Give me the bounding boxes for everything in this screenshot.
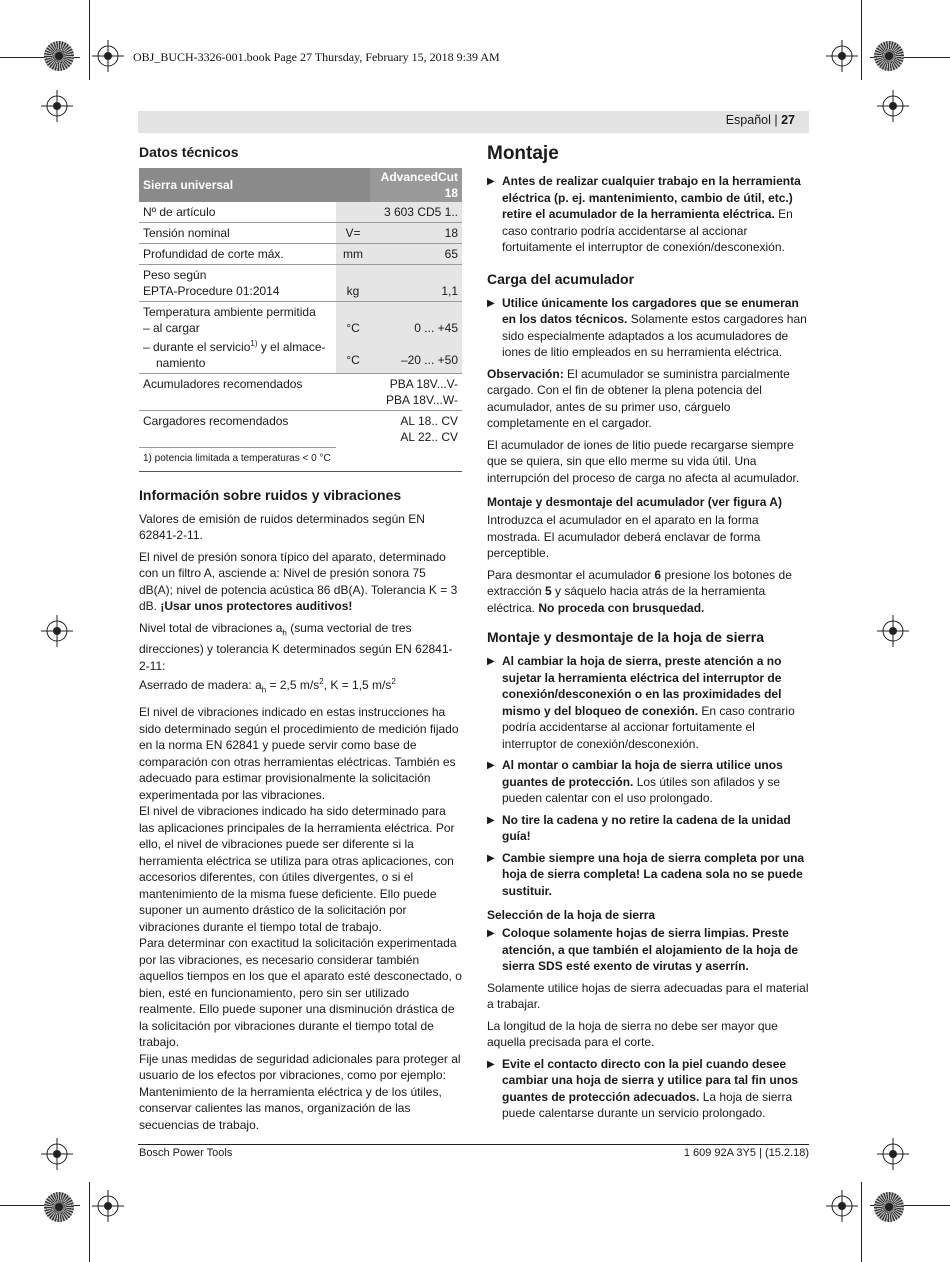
- registration-mark-icon: [92, 1190, 124, 1222]
- registration-mark-icon: [877, 615, 909, 647]
- paragraph: Solamente utilice hojas de sierra adecuadas para el material a trabajar.: [487, 980, 809, 1011]
- observation-label: Observación:: [487, 366, 564, 381]
- row-value: [370, 302, 462, 374]
- row-label: [139, 302, 336, 374]
- page-number: Español | 27: [725, 113, 795, 127]
- temp-storage: namiento: [156, 356, 206, 370]
- bullet-item: [487, 850, 809, 900]
- vib-text-2: (suma vectorial de tres direcciones) y tolerancia K determinados según EN 62841-2-11:: [139, 620, 453, 673]
- battery-1: PBA 18V...V-: [389, 377, 458, 391]
- color-rosette-icon: [44, 41, 74, 71]
- observation-text: El acumulador se suministra parcialmente cargado. Con el fin de obtener la plena potencia del acumulador, antes de su primer uso, cárguelo completamente en el cargador.: [487, 366, 790, 430]
- text: y sáquelo hacia atrás de la herramienta eléctrica.: [487, 584, 766, 615]
- bullet-item: [487, 757, 809, 807]
- bullet-arrow-icon: ▶: [487, 814, 495, 826]
- bullet-item: [487, 173, 809, 256]
- registration-mark-icon: [41, 1138, 73, 1170]
- bullet-bold: Al montar o cambiar la hoja de sierra utilice unos guantes de protección.: [502, 758, 783, 789]
- bullet-bold: Utilice únicamente los cargadores que se enumeran en los datos técnicos.: [502, 295, 799, 326]
- bullet-item: [487, 812, 809, 845]
- left-column: [139, 143, 462, 1133]
- charger-2: AL 22.. CV: [400, 430, 458, 444]
- paragraph: Fije unas medidas de seguridad adicionales para proteger al usuario de los efectos por vibraciones, como por ejemplo: Mantenimiento de la herramienta eléctrica y de los útiles, conservar calientes las manos, organización de las secuencias de trabajo.: [139, 1051, 461, 1132]
- registration-mark-icon: [41, 90, 73, 122]
- noise-text: El nivel de presión sonora típico del aparato, determinado con un filtro A, asciende a: Nivel de presión sonora 75 dB(A); nivel de potencia acústica 86 dB(A). Tolerancia K = 3 dB.: [139, 549, 458, 613]
- temp-operation-text: – durante el servicio: [143, 340, 251, 354]
- color-rosette-icon: [44, 1192, 74, 1222]
- row-value: 1,1: [370, 265, 462, 302]
- registration-mark-icon: [877, 90, 909, 122]
- bullet-arrow-icon: ▶: [487, 760, 495, 771]
- bullet-arrow-icon: ▶: [487, 656, 495, 667]
- row-unit: mm: [336, 244, 370, 265]
- paragraph: El nivel de vibraciones indicado ha sido determinado para las aplicaciones principales de la herramienta eléctrica. Por ello, el nivel de vibraciones puede ser diferente si la herramienta eléctrica se utiliza para otras aplicaciones, con accesorios diferentes, con útiles divergentes, o si el mantenimiento de la misma fuese deficiente. Ello puede suponer un aumento drástico de la solicitación por vibraciones durante el tiempo total de trabajo.: [139, 804, 455, 934]
- charger-1: AL 18.. CV: [400, 414, 458, 428]
- text: presione los botones de extracción: [487, 567, 792, 598]
- temp-value-2: –20 ... +50: [400, 353, 458, 367]
- observation-paragraph: [487, 366, 809, 432]
- footer-brand: Bosch Power Tools: [139, 1147, 233, 1159]
- table-header-product: Sierra universal: [139, 168, 370, 202]
- table-row-batteries: [139, 374, 462, 411]
- right-column: [487, 143, 809, 1127]
- row-value: 3 603 CD5 1..: [370, 202, 462, 223]
- temp-operation-text-2: y el almace-: [257, 340, 326, 354]
- vib-text-5: , K = 1,5 m/s: [323, 678, 392, 693]
- bullet-item: [487, 653, 809, 752]
- row-value: [336, 374, 462, 411]
- crop-mark: [861, 1182, 862, 1262]
- vib-text-1: Nivel total de vibraciones a: [139, 620, 283, 635]
- row-unit: kg: [336, 265, 370, 302]
- superscript: 2: [391, 677, 396, 687]
- bold-warning: No proceda con brusquedad.: [538, 600, 705, 615]
- remove-battery-paragraph: [487, 567, 809, 617]
- row-unit: V=: [336, 223, 370, 244]
- bullet-text: Los útiles son afilados y se pueden calentar con el uso prolongado.: [502, 774, 781, 805]
- battery-mount-title: Montaje y desmontaje del acumulador (ver figura A): [487, 495, 782, 509]
- row-unit: [336, 202, 370, 223]
- charging-title: Carga del acumulador: [487, 270, 635, 287]
- temp-label: Temperatura ambiente permitida: [143, 305, 316, 319]
- paragraph: Para determinar con exactitud la solicitación experimentada por las vibraciones, es necesario considerar también aquellos tiempos en los que el aparato esté desconectado, o bien, esté en funcionamiento, pero sin ser utilizado realmente. Ello puede suponer una disminución drástica de la solicitación por vibraciones durante el tiempo total de trabajo.: [139, 936, 462, 1050]
- ref-number: 5: [545, 584, 552, 598]
- bullet-text: Solamente estos cargadores han sido especialmente adaptados a los acumuladores de iones de litio empleados en su herramienta eléctrica.: [502, 312, 807, 359]
- vib-text-4: = 2,5 m/s: [266, 678, 320, 693]
- bullet-item: [487, 1056, 809, 1122]
- noise-title: Información sobre ruidos y vibraciones: [139, 486, 402, 503]
- temp-value-1: 0 ... +45: [414, 321, 458, 335]
- temp-charging: – al cargar: [143, 321, 200, 335]
- table-row: [139, 265, 462, 302]
- table-header-model: AdvancedCut 18: [370, 168, 462, 202]
- table-row: [139, 244, 462, 265]
- row-value: 65: [370, 244, 462, 265]
- row-label: Acumuladores recomendados: [139, 374, 336, 411]
- row-label: Nº de artículo: [139, 202, 336, 223]
- row-label: Tensión nominal: [139, 223, 336, 244]
- table-footnote: 1) potencia limitada a temperaturas < 0 °C: [139, 447, 462, 471]
- page-header: [138, 111, 809, 133]
- paragraph: El acumulador de iones de litio puede recargarse siempre que se quiera, sin que ello merme su vida útil. Una interrupción del proceso de carga no afecta al acumulador.: [487, 437, 800, 485]
- paragraph: [139, 549, 462, 615]
- registration-mark-icon: [41, 615, 73, 647]
- page-number-value: 27: [781, 113, 795, 127]
- color-rosette-icon: [874, 41, 904, 71]
- row-label: Peso según EPTA-Procedure 01:2014: [139, 265, 336, 302]
- crop-mark: [861, 0, 862, 80]
- vibration-paragraph: [139, 620, 462, 700]
- row-value: 18: [370, 223, 462, 244]
- bullet-arrow-icon: ▶: [487, 297, 495, 309]
- footer-rule: [138, 1144, 809, 1145]
- temp-unit-2: °C: [346, 353, 360, 367]
- tech-data-table: [139, 168, 462, 472]
- bullet-bold: No tire la cadena y no retire la cadena de la unidad guía!: [502, 812, 791, 843]
- registration-mark-icon: [826, 1190, 858, 1222]
- book-slug: OBJ_BUCH-3326-001.book Page 27 Thursday, February 15, 2018 9:39 AM: [133, 50, 500, 64]
- bullet-text: La hoja de sierra puede calentarse durante un servicio prolongado.: [502, 1089, 793, 1120]
- footer-docid: 1 609 92A 3Y5 | (15.2.18): [683, 1147, 809, 1159]
- table-header: [139, 168, 462, 202]
- bullet-bold: Coloque solamente hojas de sierra limpias. Preste atención, a que también el alojamiento de la hoja de sierra SDS esté exento de virutas y aserrín.: [502, 926, 799, 973]
- row-unit: [336, 302, 370, 374]
- registration-mark-icon: [92, 40, 124, 72]
- paragraph: Valores de emisión de ruidos determinados según EN 62841-2-11.: [139, 511, 425, 542]
- bullet-text: En caso contrario podría accidentarse al accionar fortuitamente el interruptor de conexión/desconexión.: [502, 703, 795, 751]
- montaje-title: Montaje: [487, 143, 559, 164]
- bullet-text: En caso contrario podría accidentarse al accionar fortuitamente el interruptor de conexión/desconexión.: [502, 207, 793, 254]
- bullet-arrow-icon: ▶: [487, 928, 495, 939]
- bullet-item: [487, 925, 809, 975]
- row-label: Cargadores recomendados: [139, 411, 336, 448]
- ref-number: 6: [654, 567, 662, 582]
- table-row: [139, 202, 462, 223]
- registration-mark-icon: [826, 40, 858, 72]
- blade-selection-title: Selección de la hoja de sierra: [487, 908, 656, 922]
- paragraph: Introduzca el acumulador en el aparato en la forma mostrada. El acumulador deberá enclavar de forma perceptible.: [487, 513, 761, 560]
- blade-mount-title: Montaje y desmontaje de la hoja de sierra: [487, 629, 764, 645]
- bullet-bold: Antes de realizar cualquier trabajo en la herramienta eléctrica (p. ej. mantenimiento, cambio de útil, etc.) retire el acumulador de la herramienta eléctrica.: [502, 174, 801, 221]
- paragraph: El nivel de vibraciones indicado en estas instrucciones ha sido determinado según el procedimiento de medición fijado en la norma EN 62841 y puede servir como base de comparación con otras herramientas eléctricas. También es adecuado para estimar provisionalmente la solicitación experimentada por las vibraciones.: [139, 705, 459, 802]
- superscript: 2: [319, 677, 324, 687]
- color-rosette-icon: [874, 1192, 904, 1222]
- bullet-item: [487, 295, 809, 361]
- table-row-temperature: [139, 302, 462, 374]
- bullet-bold: Evite el contacto directo con la piel cuando desee cambiar una hoja de sierra y utilice para tal fin unos guantes de protección adecuados.: [502, 1056, 799, 1104]
- crop-mark: [89, 1182, 90, 1262]
- bullet-bold: Al cambiar la hoja de sierra, preste atención a no sujetar la herramienta eléctrica del interruptor de conexión/desconexión o en las proximidades del mismo y del bloqueo de conexión.: [502, 654, 782, 718]
- row-value: [336, 411, 462, 448]
- vib-text-3: Aserrado de madera: a: [139, 678, 262, 693]
- registration-mark-icon: [877, 1138, 909, 1170]
- table-row: [139, 223, 462, 244]
- text: Para desmontar el acumulador: [487, 567, 655, 582]
- bullet-arrow-icon: ▶: [487, 176, 495, 187]
- subscript: h: [261, 685, 267, 695]
- table-footnote-row: [139, 447, 462, 471]
- language-label: Español: [725, 113, 771, 127]
- battery-2: PBA 18V...W-: [385, 393, 458, 407]
- bullet-arrow-icon: ▶: [487, 852, 495, 864]
- row-label: Profundidad de corte máx.: [139, 244, 336, 265]
- temp-operation: [143, 336, 332, 355]
- subscript: h: [282, 627, 287, 637]
- bullet-arrow-icon: ▶: [487, 1058, 495, 1070]
- temp-unit-1: °C: [346, 321, 360, 335]
- crop-mark: [89, 0, 90, 80]
- table-row-chargers: [139, 411, 462, 448]
- paragraph: La longitud de la hoja de sierra no debe ser mayor que aquella precisada para el corte.: [487, 1018, 778, 1049]
- tech-data-title: Datos técnicos: [139, 144, 239, 160]
- hearing-warning: ¡Usar unos protectores auditivos!: [160, 599, 353, 613]
- footnote-ref: 1): [250, 339, 258, 348]
- bullet-bold: Cambie siempre una hoja de sierra completa por una hoja de sierra completa! La cadena sola no se puede sustituir.: [502, 850, 805, 898]
